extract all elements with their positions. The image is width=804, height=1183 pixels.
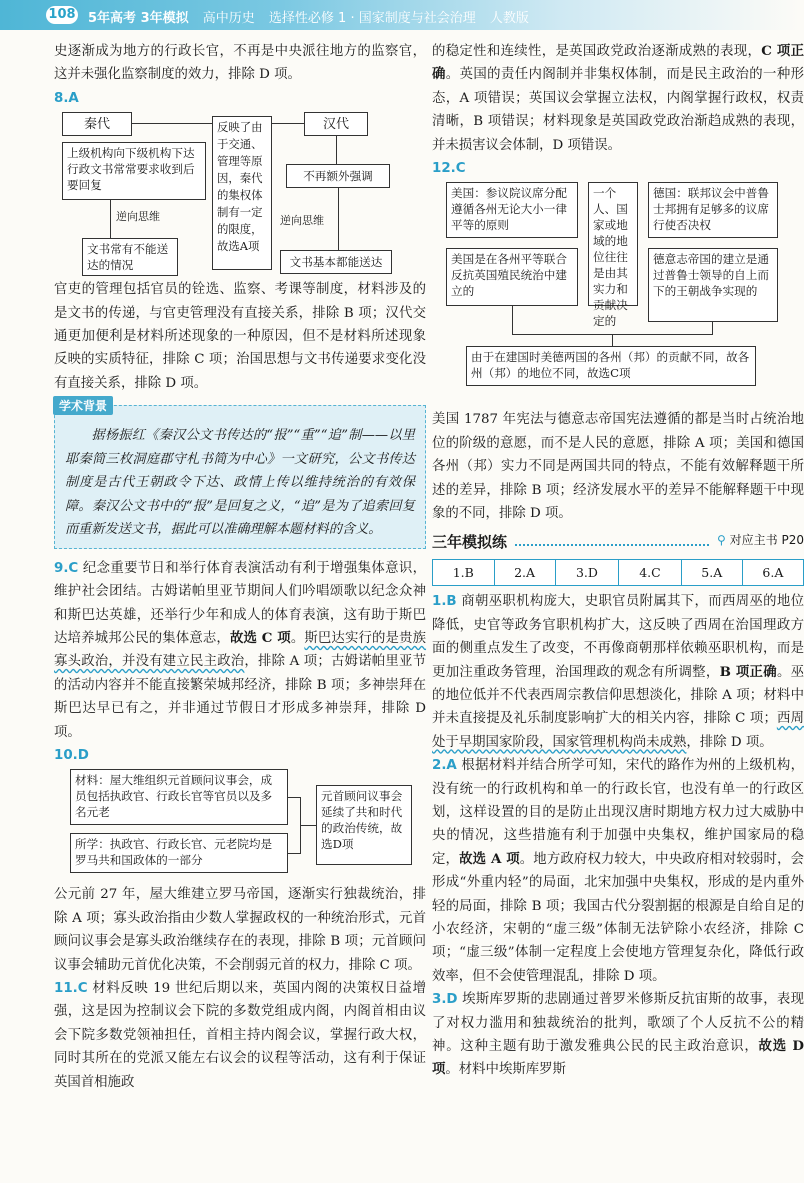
q10-answer: D (77, 748, 89, 763)
a3-pick: 故选 D 项 (432, 1038, 804, 1078)
a1-wavy-highlight: 西周处于早期国家阶段，国家管理机构尚未成熟 (432, 711, 804, 750)
header-publisher: 人教版 (489, 11, 529, 26)
q8-answer: A (68, 90, 79, 106)
connector (512, 306, 513, 334)
a2-answer: A (446, 758, 457, 774)
connector (338, 188, 339, 250)
q11-answer: C (77, 981, 88, 997)
q8-explanation: 官吏的管理包括官员的铨选、监察、考课等制度，材料涉及的是文书的传递，与官吏管理没有直接关系，排除 B 项；汉代交通更加便利是材料所述现象的一种原因，但不是材料所述现象反映的实质特征，排除 C 项；治国思想与文书传递要求变化没有直接关系，排除 D 项。 (54, 282, 426, 391)
a1-text: 。巫的地位低并不代表西周宗教信仰思想淡化，排除 A 项；材料中并未直接提及礼乐制度影响扩大的相关内容，排除 C 项； (432, 664, 804, 727)
section-title: 三年模拟练 (432, 532, 508, 551)
q11-text: 的稳定性和连续性，是英国政党政治逐渐成熟的表现， (432, 44, 762, 59)
book-title: 5年高考 3年模拟 (88, 11, 189, 26)
q9-number: 9. (54, 560, 69, 576)
reverse-thinking-label: 逆向思维 (116, 210, 160, 224)
connector (110, 200, 111, 238)
answer-key-cell: 2.A (494, 559, 555, 585)
header-text (88, 7, 539, 26)
header-volume: 选择性必修 1 · 国家制度与社会治理 (268, 11, 476, 26)
reference-text: 对应主书 P20 (729, 533, 804, 548)
a3-number: 3. (432, 992, 447, 1008)
q10-diagram (54, 767, 426, 883)
q9-answer: C (68, 560, 79, 576)
q11-explanation (54, 977, 426, 1094)
a2-text: 。地方政府权力较大，中央政府相对较弱时，会形成“外重内轻”的局面，北宋加强中央集权，形成的是内重外轻的局面，排除 B 项；我国古代分裂割据的根源是自给自足的小农经济，宋朝的“虚三级”体制无法铲除小农经济，排除 C 项；“虚三级”体制一定程度上会使地方管理复杂化，降低行政效率，但不会使管理混乱，排除 D 项。 (432, 851, 804, 984)
a3-text: 。材料中埃斯库罗斯 (445, 1062, 566, 1078)
page-header (0, 0, 800, 30)
answer-key-cell: 4.C (619, 559, 681, 585)
a1-pick: B 项正确 (719, 663, 777, 680)
a1-explanation (432, 590, 804, 754)
a3-explanation (432, 988, 804, 1082)
search-icon: ⚲ (717, 533, 726, 548)
middle-principle-box: 一个人、国家或地域的地位往往是由其实力和贡献决定的 (588, 182, 638, 306)
connector (288, 853, 300, 854)
answer-key-cell: 1.B (433, 559, 495, 585)
q12-conclusion-box: 由于在建国时美德两国的各州（邦）的贡献不同，故各州（邦）的地位不同，故选C项 (466, 346, 756, 386)
germany-council-box: 德国：联邦议会中普鲁士邦拥有足够多的议席行使否决权 (648, 182, 778, 238)
header-level: 高中历史 (202, 11, 255, 26)
academic-background-box (54, 399, 426, 549)
center-conclusion-box: 反映了由于交通、管理等原因，秦代的集权体制有一定的限度，故选A项 (212, 116, 272, 270)
q8-number: 8. (54, 90, 69, 106)
q11-continued (432, 40, 804, 157)
a2-text: 根据材料并结合所学可知，宋代的路作为州的上级机构，没有统一的行政机构和单一的行政长官，也没有单一的行政区划，这样设置的目的是防止出现汉唐时期地方权力过大威胁中央的情况，这些措施有利于加强中央集权，维护国家局的稳定， (432, 758, 804, 867)
q10-conclusion-box: 元首顾问议事会延续了共和时代的政治传统，故选D项 (316, 785, 412, 865)
q12-diagram (432, 180, 804, 408)
connector (612, 334, 613, 346)
han-bottom-box: 文书基本都能送达 (280, 250, 392, 274)
connector (132, 123, 212, 124)
q11-pick: C 项正确 (432, 43, 804, 83)
qin-box: 秦代 (62, 112, 132, 136)
page-number: 108 (46, 6, 78, 24)
q11-number: 11. (54, 981, 78, 997)
answer-key-cell: 6.A (742, 559, 803, 585)
a2-pick: 故选 A 项 (459, 850, 520, 867)
academic-background-tag: 学术背景 (53, 396, 113, 415)
q12-answer: C (455, 161, 466, 177)
q9-wavy-highlight: 斯巴达实行的是贵族寡头政治，并没有建立民主政治 (54, 630, 427, 670)
q10-material-box: 材料：屋大维组织元首顾问议事会，成员包括执政官、行政长官等官员以及多名元老 (70, 769, 288, 825)
a1-text: ，排除 D 项。 (686, 734, 773, 750)
a1-text: 商朝巫职机构庞大，史职官员附属其下，而西周巫的地位降低，史官等政务官职机构扩大，这反映了西周在治国理政方面的侧重点发生了改变，不再像商朝那样依赖巫职机构，而是更加注重政务管理，治国理政的观念有所调整， (432, 594, 804, 680)
q11-text: 材料反映 19 世纪后期以来，英国内阁的决策权日益增强，这是因为控制议会下院的多数党组成内阁，内阁首相由议会下院多数党领袖担任，首相主持内阁会议，掌握行政大权，同时其所在的党派又能左右议会的议程等活动，这有利于保证英国首相施政 (54, 981, 426, 1090)
connector (288, 797, 300, 798)
q9-text: ，排除 A 项；古姆诺帕里亚节的活动内容并不能直接繁荣城邦经济，排除 B 项；多神崇拜在斯巴达早已有之，并非通过节假日才形成多神崇拜，排除 D 项。 (54, 654, 426, 740)
academic-background-text: 据杨振红《秦汉公文书传达的“报”“重”“追”制——以里耶秦简三枚洞庭郡守札书简为中心》一文研究，公文书传达制度是古代王朝政令下达、政情上传以维持统治的有效保障。秦汉公文书中的“报”是回复之义，“追”是为了追索回复而重新发送文书，据此可以准确理解本题材料的含义。 (65, 428, 415, 538)
q9-text: 。 (290, 630, 305, 646)
q8-heading (54, 87, 426, 110)
q12-explanation: 美国 1787 年宪法与德意志帝国宪法遵循的都是当时占统治地位的阶级的意愿，而不是人民的意愿，排除 A 项；美国和德国各州（邦）实力不同是两国共同的特点，不能有效解释题干所述的差异，排除 B 项；经济发展水平的差异不能解释题干中现象的不同，排除 D 项。 (432, 412, 804, 522)
q11-text: 。英国的责任内阁制并非集权体制，而是民主政治的一种形态，A 项错误；英国议会掌握立法权，内阁掌握行政权，权责清晰，B 项错误；材料现象是英国政党政治渐趋成熟的表现，并未损害议会体制，D 项错误。 (432, 67, 804, 153)
q10-heading (54, 744, 426, 767)
section-header (432, 529, 804, 552)
q9-text: 纪念重要节日和举行体育表演活动有利于增强集体意识，维护社会团结。古姆诺帕里亚节期间人们吟唱颂歌以纪念众神和斯巴达英雄，还举行少年和成人的体育表演，这有助于斯巴达培养城邦公民的集体意志， (54, 560, 426, 646)
q9-pick: 故选 C 项 (229, 629, 291, 646)
a3-text: 埃斯库罗斯的悲剧通过普罗米修斯反抗宙斯的故事，表现了对权力滥用和独裁统治的批判，歌颂了个人反抗不公的精神。这种主题有助于激发雅典公民的民主政治意识， (432, 992, 804, 1054)
a1-answer: B (446, 594, 457, 610)
reverse-thinking-label: 逆向思维 (280, 214, 324, 228)
answer-key-cell: 3.D (555, 559, 619, 585)
connector (336, 136, 337, 164)
germany-founding-box: 德意志帝国的建立是通过普鲁士领导的自上而下的王朝战争实现的 (648, 248, 778, 322)
q12-heading (432, 157, 804, 180)
q9-explanation (54, 557, 426, 744)
q12-number: 12. (432, 161, 456, 177)
connector (712, 322, 713, 334)
qin-top-box: 上级机构向下级机构下达行政文书常常要求收到后要回复 (62, 142, 206, 200)
us-senate-box: 美国：参议院议席分配遵循各州无论大小一律平等的原则 (446, 182, 578, 238)
q10-explanation: 公元前 27 年，屋大维建立罗马帝国，逐渐实行独裁统治，排除 A 项；寡头政治指由少数人掌握政权的一种统治形式，元首顾问议事会是寡头政治继续存在的表现，排除 B 项；元首顾问议事会辅助元首优化决策，不会削弱元首的权力，排除 C 项。 (54, 887, 426, 973)
section-reference (717, 529, 804, 552)
a2-number: 2. (432, 758, 447, 774)
q10-knowledge-box: 所学：执政官、行政长官、元老院均是罗马共和国政体的一部分 (70, 833, 288, 873)
connector (300, 825, 316, 826)
a2-explanation (432, 754, 804, 988)
left-column (54, 40, 426, 1094)
q10-number: 10. (54, 748, 78, 763)
q8-diagram (54, 110, 426, 278)
han-box: 汉代 (304, 112, 368, 136)
us-founding-box: 美国是在各州平等联合反抗英国殖民统治中建立的 (446, 248, 578, 306)
a3-answer: D (446, 992, 458, 1008)
section-divider (515, 536, 709, 546)
answer-key-table (432, 559, 804, 586)
qin-bottom-box: 文书常有不能送达的情况 (82, 238, 178, 276)
q7-tail: 史逐渐成为地方的行政长官，不再是中央派往地方的监察官，这并未强化监察制度的效力，排除 D 项。 (54, 44, 426, 83)
answer-key-cell: 5.A (681, 559, 742, 585)
han-top-box: 不再额外强调 (286, 164, 390, 188)
a1-number: 1. (432, 594, 447, 610)
right-column (432, 40, 804, 1082)
